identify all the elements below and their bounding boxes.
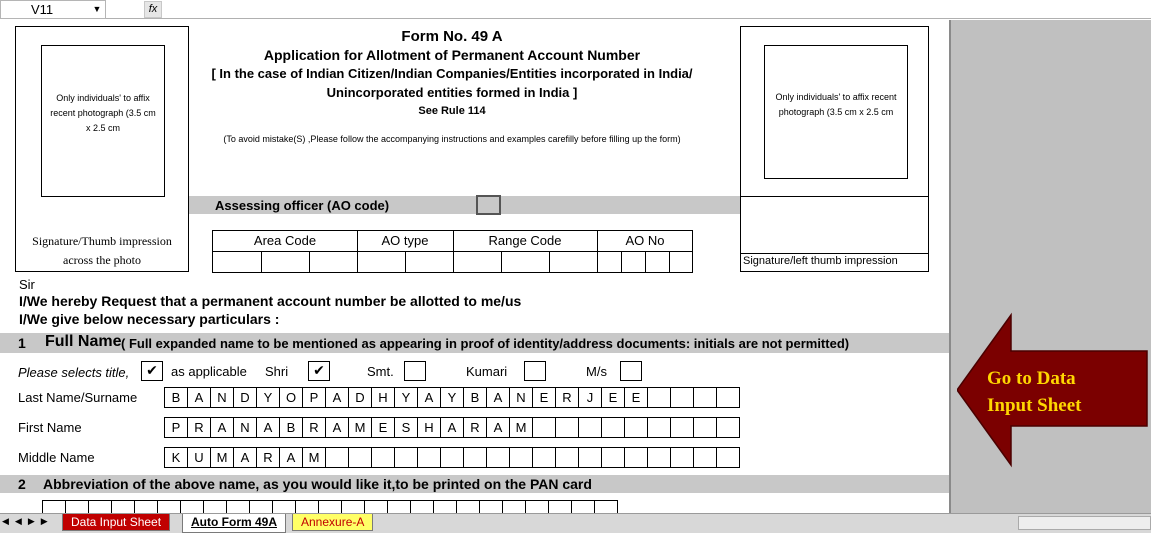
name-letter-cell[interactable]: A (486, 387, 510, 408)
name-letter-cell[interactable] (716, 447, 740, 468)
ms-checkbox[interactable] (620, 361, 642, 381)
name-letter-cell[interactable] (180, 500, 204, 513)
title-prompt: Please selects title, (18, 365, 130, 380)
form-note: (To avoid mistake(S) ,Please follow the accompanying instructions and examples carefilly before filling up the form) (223, 134, 681, 144)
intro-line-1: I/We hereby Request that a permanent account number be allotted to me/us (19, 293, 522, 309)
chevron-down-icon[interactable]: ▼ (92, 4, 102, 14)
name-letter-cell[interactable]: P (164, 417, 188, 438)
title-checkbox-general[interactable]: ✔ (141, 361, 163, 381)
ao-col-ao-no: AO No (625, 233, 665, 248)
name-letter-cell[interactable] (433, 500, 457, 513)
name-letter-cell[interactable] (502, 500, 526, 513)
name-letter-cell[interactable] (555, 417, 579, 438)
formula-bar (0, 0, 1151, 19)
name-letter-cell[interactable] (525, 500, 549, 513)
name-letter-cell[interactable] (670, 387, 694, 408)
name-letter-cell[interactable] (88, 500, 112, 513)
ao-col-ao-type: AO type (381, 233, 429, 248)
name-letter-cell[interactable] (548, 500, 572, 513)
name-letter-cell[interactable] (555, 447, 579, 468)
name-letter-cell[interactable] (670, 447, 694, 468)
name-letter-cell[interactable] (410, 500, 434, 513)
ao-code-input[interactable] (476, 195, 501, 215)
name-letter-cell[interactable]: A (417, 387, 441, 408)
name-letter-cell[interactable]: A (440, 417, 464, 438)
name-letter-cell[interactable] (348, 447, 372, 468)
photo-box-left (41, 45, 165, 197)
section-2-bar (0, 475, 949, 493)
name-letter-cell[interactable] (624, 447, 648, 468)
name-letter-cell[interactable] (325, 447, 349, 468)
name-letter-cell[interactable] (479, 500, 503, 513)
name-letter-cell[interactable]: Y (394, 387, 418, 408)
ao-col-area-code: Area Code (253, 233, 317, 248)
name-letter-cell[interactable]: J (578, 387, 602, 408)
abbreviation-cells (42, 500, 617, 513)
tab-data-input-sheet[interactable]: Data Input Sheet (62, 514, 170, 531)
section-2-number: 2 (18, 476, 26, 492)
smt-checkbox[interactable] (404, 361, 426, 381)
name-letter-cell[interactable]: D (233, 387, 257, 408)
name-letter-cell[interactable]: R (302, 417, 326, 438)
name-letter-cell[interactable] (203, 500, 227, 513)
go-to-data-line-1: Go to Data (987, 368, 1076, 389)
ms-label: M/s (586, 364, 607, 379)
name-letter-cell[interactable]: A (279, 447, 303, 468)
signature-caption-left: Signature/Thumb impression across the photo (32, 234, 172, 267)
smt-label: Smt. (367, 364, 394, 379)
rule-ref: See Rule 114 (418, 105, 486, 117)
name-letter-cell[interactable]: M (348, 417, 372, 438)
name-letter-cell[interactable] (364, 500, 388, 513)
name-letter-cell[interactable]: E (624, 387, 648, 408)
name-letter-cell[interactable] (693, 447, 717, 468)
horizontal-scrollbar[interactable] (1018, 516, 1151, 530)
section-2-title: Abbreviation of the above name, as you would like it,to be printed on the PAN card (43, 476, 592, 492)
go-to-data-line-2: Input Sheet (987, 395, 1082, 416)
sheet-tab-bar (0, 513, 1151, 533)
name-letter-cell[interactable]: R (463, 417, 487, 438)
name-letter-cell[interactable]: R (555, 387, 579, 408)
signature-caption-right: Signature/left thumb impression (743, 255, 898, 267)
name-letter-cell[interactable]: N (509, 387, 533, 408)
name-letter-cell[interactable]: M (509, 417, 533, 438)
name-letter-cell[interactable] (318, 500, 342, 513)
name-letter-cell[interactable] (463, 447, 487, 468)
name-letter-cell[interactable] (272, 500, 296, 513)
name-letter-cell[interactable] (716, 387, 740, 408)
name-letter-cell[interactable] (693, 387, 717, 408)
name-letter-cell[interactable] (647, 447, 671, 468)
name-letter-cell[interactable] (456, 500, 480, 513)
name-letter-cell[interactable]: A (256, 417, 280, 438)
name-letter-cell[interactable] (601, 447, 625, 468)
divider (741, 253, 928, 254)
form-subtitle-2: Unincorporated entities formed in India ] (326, 85, 578, 100)
name-letter-cell[interactable] (578, 417, 602, 438)
name-letter-cell[interactable]: B (279, 417, 303, 438)
name-letter-cell[interactable] (295, 500, 319, 513)
name-letter-cell[interactable]: A (233, 447, 257, 468)
name-letter-cell[interactable] (341, 500, 365, 513)
photo-instructions-left: Only individuals' to affix recent photograph (3.5 cm x 2.5 cm (50, 93, 156, 133)
name-letter-cell[interactable]: O (279, 387, 303, 408)
name-letter-cell[interactable] (249, 500, 273, 513)
name-letter-cell[interactable] (65, 500, 89, 513)
shri-label: Shri (265, 364, 289, 379)
name-letter-cell[interactable] (601, 417, 625, 438)
last-name-cells (164, 387, 739, 408)
name-letter-cell[interactable] (670, 417, 694, 438)
name-letter-cell[interactable]: A (187, 387, 211, 408)
divider (740, 196, 929, 197)
middle-name-label: Middle Name (18, 450, 95, 465)
right-pane (949, 20, 1151, 513)
name-letter-cell[interactable]: D (348, 387, 372, 408)
name-letter-cell[interactable]: H (417, 417, 441, 438)
salutation: Sir (19, 277, 35, 292)
middle-name-cells (164, 447, 739, 468)
name-letter-cell[interactable]: E (532, 387, 556, 408)
name-letter-cell[interactable] (387, 500, 411, 513)
go-to-data-label[interactable] (987, 365, 1082, 419)
name-box[interactable]: V11 (0, 0, 106, 19)
name-letter-cell[interactable] (693, 417, 717, 438)
name-letter-cell[interactable] (157, 500, 181, 513)
section-1-desc: ( Full expanded name to be mentioned as appearing in proof of identity/address documents: initials are not permitted) (121, 336, 850, 351)
name-letter-cell[interactable] (647, 417, 671, 438)
kumari-label: Kumari (466, 364, 508, 379)
section-1-number: 1 (18, 335, 26, 351)
ao-code-label: Assessing officer (AO code) (215, 198, 390, 213)
name-letter-cell[interactable]: B (164, 387, 188, 408)
name-letter-cell[interactable]: M (210, 447, 234, 468)
name-letter-cell[interactable]: B (463, 387, 487, 408)
section-1-title: Full Name (45, 333, 122, 350)
name-letter-cell[interactable]: R (187, 417, 211, 438)
tab-auto-form-49a[interactable]: Auto Form 49A (182, 514, 286, 533)
name-letter-cell[interactable]: P (302, 387, 326, 408)
name-letter-cell[interactable]: Y (440, 387, 464, 408)
name-letter-cell[interactable] (594, 500, 618, 513)
kumari-checkbox[interactable] (524, 361, 546, 381)
name-letter-cell[interactable] (371, 447, 395, 468)
name-letter-cell[interactable] (716, 417, 740, 438)
name-letter-cell[interactable] (134, 500, 158, 513)
name-letter-cell[interactable]: Y (256, 387, 280, 408)
name-letter-cell[interactable] (509, 447, 533, 468)
name-letter-cell[interactable] (417, 447, 441, 468)
name-letter-cell[interactable] (532, 447, 556, 468)
worksheet (0, 20, 949, 513)
last-name-label: Last Name/Surname (18, 390, 138, 405)
name-letter-cell[interactable]: S (394, 417, 418, 438)
name-letter-cell[interactable] (647, 387, 671, 408)
insert-function-button[interactable]: fx (144, 1, 162, 18)
first-name-cells (164, 417, 739, 438)
name-letter-cell[interactable]: R (256, 447, 280, 468)
name-letter-cell[interactable] (111, 500, 135, 513)
name-letter-cell[interactable]: N (210, 387, 234, 408)
tab-nav-arrows[interactable]: ◀◀▶▶ (2, 516, 54, 526)
name-letter-cell[interactable]: H (371, 387, 395, 408)
as-applicable-label: as applicable (171, 364, 247, 379)
name-letter-cell[interactable]: A (325, 417, 349, 438)
name-letter-cell[interactable] (394, 447, 418, 468)
name-letter-cell[interactable] (624, 417, 648, 438)
first-name-label: First Name (18, 420, 82, 435)
photo-instructions-right: Only individuals' to affix recent photograph (3.5 cm x 2.5 cm (775, 92, 897, 117)
name-letter-cell[interactable]: E (371, 417, 395, 438)
name-letter-cell[interactable]: A (210, 417, 234, 438)
name-letter-cell[interactable] (532, 417, 556, 438)
name-letter-cell[interactable]: K (164, 447, 188, 468)
shri-checkbox[interactable]: ✔ (308, 361, 330, 381)
name-letter-cell[interactable]: U (187, 447, 211, 468)
form-title: Application for Allotment of Permanent Account Number (263, 47, 641, 63)
ao-table (212, 230, 693, 273)
name-letter-cell[interactable] (440, 447, 464, 468)
name-letter-cell[interactable]: A (486, 417, 510, 438)
name-letter-cell[interactable]: N (233, 417, 257, 438)
name-letter-cell[interactable] (42, 500, 66, 513)
name-letter-cell[interactable] (578, 447, 602, 468)
form-subtitle-1: [ In the case of Indian Citizen/Indian Companies/Entities incorporated in India/ (211, 66, 693, 81)
ao-col-range-code: Range Code (488, 233, 562, 248)
name-letter-cell[interactable]: M (302, 447, 326, 468)
form-number: Form No. 49 A (401, 28, 503, 45)
name-letter-cell[interactable] (226, 500, 250, 513)
tab-annexure-a[interactable]: Annexure-A (292, 514, 373, 531)
name-letter-cell[interactable] (486, 447, 510, 468)
intro-line-2: I/We give below necessary particulars : (19, 311, 280, 327)
section-1-bar (0, 333, 949, 353)
name-letter-cell[interactable] (571, 500, 595, 513)
photo-box-right (764, 45, 908, 179)
name-letter-cell[interactable]: A (325, 387, 349, 408)
name-letter-cell[interactable]: E (601, 387, 625, 408)
